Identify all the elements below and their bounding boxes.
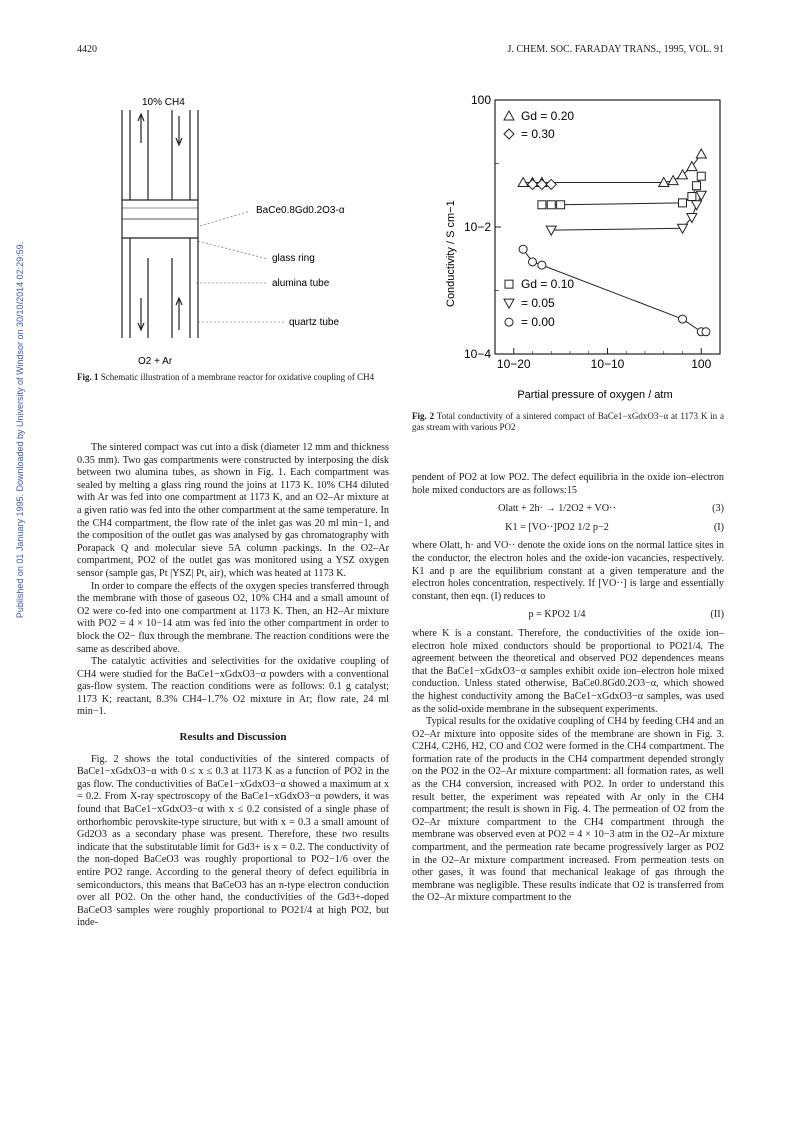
legend-marker-circle (505, 318, 513, 326)
data-point-square (679, 199, 687, 207)
legend-label: Gd = 0.20 (521, 109, 575, 123)
legend-marker-inverted-triangle (504, 299, 514, 308)
fig1-label-bottom: O2 + Ar (138, 356, 173, 367)
equation-I-text: K1 = [VO··]PO2 1/2 p−2 (505, 521, 609, 533)
data-point-triangle (668, 176, 678, 185)
equation-3-text: Olatt + 2h· → 1/2O2 + VO·· (498, 503, 616, 515)
data-point-square (547, 201, 555, 209)
right-paragraph-3: where K is a constant. Therefore, the conductivities of the oxide ion–electron hole mixed conductors should be proportional to PO21/4. The agreement between the theoretical and observed PO2 dependences means that the BaCe1−xGdxO3−α samples exhibit oxide ion–electron hole mixed conduction. Unless stated otherwise, BaCe0.8Gd0.2O3−α, which showed the highest conductivity among the BaCe1−xGdxO3−α samples, was used as the solid-oxide membrane in the subsequent experiments. (412, 627, 724, 715)
data-point-diamond (537, 179, 547, 189)
fig1-label-alumina: alumina tube (272, 278, 330, 289)
chart-ylabel: Conductivity / S cm−1 (445, 200, 457, 307)
legend-marker-square (505, 280, 513, 288)
data-point-circle (519, 245, 527, 253)
figure2-caption-text: Total conductivity of a sintered compact of BaCe1−xGdxO3−α at 1173 K in a gas stream with various PO2 (412, 411, 724, 432)
equation-3 (412, 503, 724, 516)
x-tick-label: 10−10 (590, 357, 625, 371)
right-column (412, 472, 724, 905)
figure2-chart (430, 92, 730, 404)
legend-marker-diamond (504, 129, 514, 139)
data-point-square (557, 201, 565, 209)
section-heading: Results and Discussion (179, 731, 287, 744)
figure1-schematic (100, 88, 400, 370)
fig1-label-quartz: quartz tube (289, 317, 340, 328)
equation-3-number: (3) (712, 503, 724, 515)
left-paragraph-4: Fig. 2 shows the total conductivities of the sintered compacts of BaCe1−xGdxO3−α with 0 ≤ x ≤ 0.3 at 1173 K as a function of PO2 in the gas flow. The conductivities of BaCe1−xGdxO3−α showed a maximum at x = 0.2. From X-ray spectroscopy of the BaCe1−xGdxO3−α powders, it was found that BaCe1−xGdxO3−α with x ≤ 0.2 consisted of a single phase of orthorhombic perovskite-type structure, but with x = 0.3 a small amount of Gd2O3 as a secondary phase was present. Therefore, these two results indicate that the substitutable limit for Gd3+ is x = 0.2. The conductivity of the non-doped BaCeO3 was roughly proportional to PO2−1/6 over the entire PO2 range. According to the general theory of defect equilibria in semiconductors, this means that BaCeO3 has an n-type electron conduction over all PO2. On the other hand, the conductivities of the Gd3+-doped BaCeO3 samples were roughly proportional to PO21/4 at high PO2, but inde- (77, 753, 389, 929)
equation-II-number: (II) (710, 609, 724, 621)
data-point-diamond (546, 179, 556, 189)
y-tick-label: 10−2 (463, 220, 491, 234)
legend-label: = 0.05 (521, 296, 555, 311)
fig1-label-membrane: BaCe0.8Gd0.2O3-α (256, 205, 345, 216)
data-point-circle (679, 315, 687, 323)
data-point-inverted-triangle (692, 201, 702, 210)
right-paragraph-4: Typical results for the oxidative coupling of CH4 by feeding CH4 and an O2–Ar mixture into opposite sides of the membrane are shown in Fig. 3. C2H4, C2H6, H2, CO and CO2 were formed in the CH4 compartment. The formation rate of the products in the CH4 compartment depended strongly on the PO2 in the O2–Ar mixture compartment: all formation rates, as well as the CH4 conversion, increased with PO2. In order to understand this result better, the experiment was repeated with Ar only in the CH4 compartment; the result is shown in Fig. 4. The permeation of O2 from the O2–Ar mixture compartment to the CH4 compartment through the membrane was observed even at PO2 = 4 × 10−3 atm in the O2–Ar mixture compartment, and the permeation rate became progressively larger as PO2 in the O2–Ar mixture compartment increased. From permeation tests on other gases, it was found that mechanical leakage of gas through the membrane was negligible. These results indicate that O2 is transferred from the O2–Ar mixture compartment to the (412, 716, 724, 904)
y-tick-label: 100 (470, 93, 491, 107)
series-line-square (542, 176, 701, 205)
fig1-label-top: 10% CH4 (142, 97, 185, 108)
chart-xlabel: Partial pressure of oxygen / atm (517, 389, 673, 401)
legend-label: Gd = 0.10 (521, 277, 575, 292)
y-tick-label: 10−4 (463, 347, 491, 361)
page-number: 4420 (77, 44, 97, 55)
x-tick-label: 100 (691, 357, 712, 371)
figure1-caption-num: Fig. 1 (77, 372, 99, 382)
equation-I-number: (I) (713, 521, 724, 533)
equation-II (412, 609, 724, 622)
data-point-square (697, 172, 705, 180)
journal-header: J. CHEM. SOC. FARADAY TRANS., 1995, VOL. 91 (507, 44, 724, 55)
data-point-circle (538, 261, 546, 269)
equation-II-text: p = KPO2 1/4 (528, 609, 586, 621)
data-point-square (693, 182, 701, 190)
legend-label: = 0.30 (521, 127, 555, 141)
left-column (77, 442, 389, 930)
data-point-circle (702, 328, 710, 336)
data-point-square (688, 193, 696, 201)
data-point-square (538, 201, 546, 209)
right-paragraph-2: where Olatt, h· and VO·· denote the oxide ions on the normal lattice sites in the conductor, the electron holes and the oxide-ion vacancies, respectively. K1 and p are the equilibrium constant at a given temperature and the electron holes concentration, respectively. If [VO··] is large and essentially constant, then eqn. (I) reduces to (412, 540, 724, 602)
data-point-triangle (687, 162, 697, 171)
figure1-caption-text: Schematic illustration of a membrane reactor for oxidative coupling of CH4 (100, 372, 375, 382)
data-point-diamond (528, 179, 538, 189)
right-paragraph-1: pendent of PO2 at low PO2. The defect equilibria in the oxide ion–electron hole mixed conductors are as follows:15 (412, 472, 724, 496)
equation-I (412, 522, 724, 535)
fig1-label-glass-ring: glass ring (272, 253, 315, 264)
legend-label: = 0.00 (521, 315, 555, 330)
publication-note: Published on 01 January 1995. Downloaded by University of Windsor on 30/10/2014 02:29:59. (15, 241, 25, 619)
left-paragraph-2: In order to compare the effects of the oxygen species transferred through the membrane with those of gaseous O2, 10% CH4 and a small amount of O2 were co-fed into one compartment at 1173 K. Then, an H2–Ar mixture with PO2 = 4 × 10−14 atm was fed into the other compartment in order to block the O2− flux through the membrane. The reaction conditions were the same as described above. (77, 580, 389, 655)
legend-marker-triangle (504, 111, 514, 120)
left-paragraph-3: The catalytic activities and selectivities for the oxidative coupling of CH4 were studied for the BaCe1−xGdxO3−α powders with a conventional gas-flow system. The reaction conditions were as follows: 0.1 g catalyst; 1173 K; reactant, 8.3% CH4–1.7% O2 mixture in Ar; flow rate, 24 ml min−1. (77, 656, 389, 718)
data-point-triangle (696, 149, 706, 158)
x-tick-label: 10−20 (496, 357, 531, 371)
data-point-inverted-triangle (696, 191, 706, 200)
figure1-caption (77, 372, 389, 383)
data-point-circle (529, 258, 537, 266)
data-point-inverted-triangle (546, 226, 556, 235)
figure2-caption-num: Fig. 2 (412, 411, 435, 421)
left-paragraph-1: The sintered compact was cut into a disk (diameter 12 mm and thickness 0.35 mm). Two gas compartments were constructed by interposing the disk between two alumina tubes, as shown in Fig. 1. Each compartment was sealed by melting a glass ring round the joins at 1173 K. 10% CH4 diluted with Ar was fed into one compartment at 1173 K, and an O2–Ar mixture at a given ratio was fed into the other compartment at the same temperature. In the CH4 compartment, the flow rate of the inlet gas was 20 ml min−1, and the composition of the outlet gas was analysed by gas chromatography with Porapack Q and molecular sieve 5A column packings. In the O2–Ar compartment, PO2 of the outlet gas was monitored using a YSZ oxygen sensor (sample gas, Pt |YSZ| Pt, air), which was heated at 1173 K. (77, 442, 389, 579)
figure2-caption (412, 411, 724, 433)
